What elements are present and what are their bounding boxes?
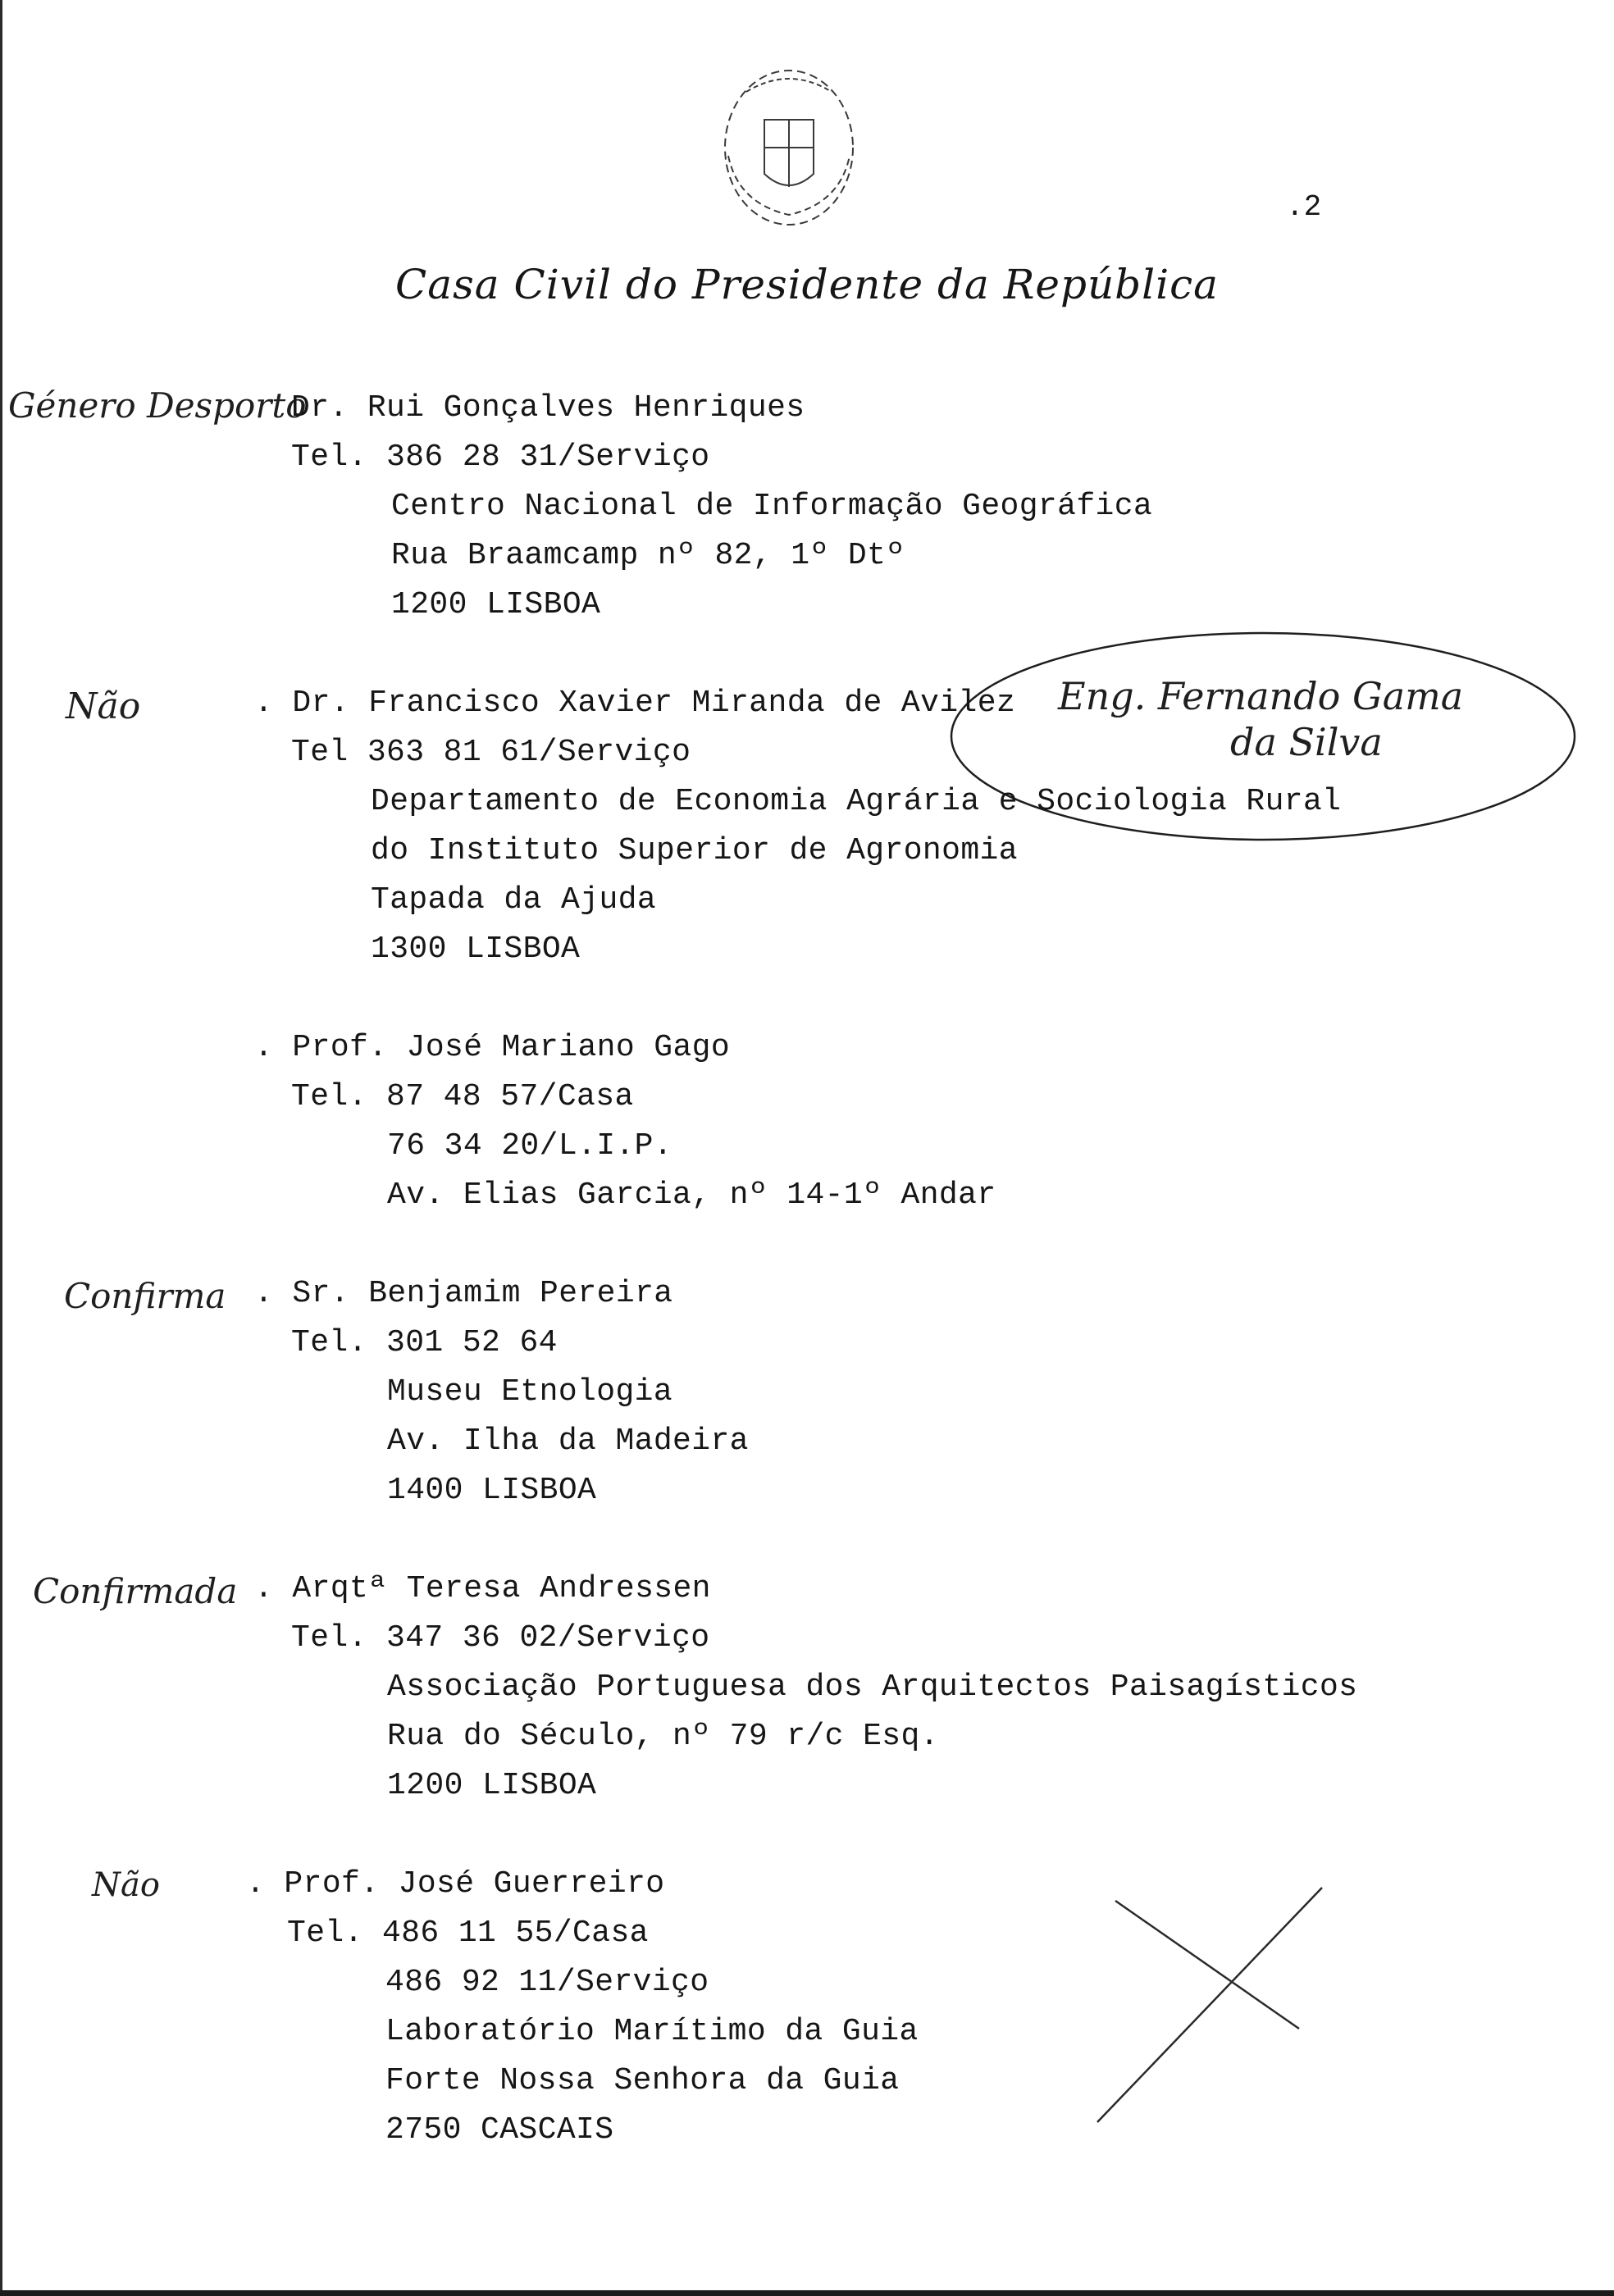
contact-address-line: Centro Nacional de Informação Geográfica <box>391 489 1153 524</box>
page-number: .2 <box>1286 190 1322 224</box>
annotation-nao: Não <box>92 1866 160 1904</box>
contact-name: Dr. Rui Gonçalves Henriques <box>291 390 805 426</box>
coat-of-arms-emblem <box>725 71 853 225</box>
contact-phone: Tel. 87 48 57/Casa <box>291 1079 634 1114</box>
contact-address-line: Museu Etnologia <box>387 1374 673 1410</box>
contact-address-line: 76 34 20/L.I.P. <box>387 1128 673 1164</box>
contact-address-line: 1400 LISBOA <box>387 1473 597 1508</box>
contact-address-line: Av. Elias Garcia, nº 14-1º Andar <box>387 1178 996 1213</box>
contact-name: . Dr. Francisco Xavier Miranda de Avilez <box>254 686 1016 721</box>
contact-address-line: Av. Ilha da Madeira <box>387 1424 749 1459</box>
contact-phone: Tel. 301 52 64 <box>291 1325 558 1360</box>
contact-name: . Arqtª Teresa Andressen <box>254 1571 711 1606</box>
contact-address-line: Rua do Século, nº 79 r/c Esq. <box>387 1719 939 1754</box>
contact-address-line: Laboratório Marítimo da Guia <box>385 2014 919 2049</box>
contact-address-line: do Instituto Superior de Agronomia <box>371 833 1018 868</box>
annotation-genero-desporto: Género Desporto <box>8 385 307 426</box>
contact-address-line: Tapada da Ajuda <box>371 882 657 918</box>
contact-phone: Tel 363 81 61/Serviço <box>291 735 691 770</box>
contact-address-line: Departamento de Economia Agrária e Sociologia Rural <box>371 784 1342 819</box>
annotation-confirma: Confirma <box>64 1276 226 1316</box>
contact-phone: Tel. 347 36 02/Serviço <box>291 1620 710 1656</box>
contact-name: . Prof. José Mariano Gago <box>254 1030 731 1065</box>
contact-name: . Sr. Benjamim Pereira <box>254 1276 673 1311</box>
contact-address-line: Associação Portuguesa dos Arquitectos Paisagísticos <box>387 1670 1358 1705</box>
letterhead: Casa Civil do Presidente da República <box>395 261 1219 308</box>
handwritten-note-surname: da Silva <box>1230 720 1383 764</box>
scan-bottom-edge <box>0 2290 1614 2296</box>
contact-address-line: 1300 LISBOA <box>371 932 581 967</box>
contact-address-line: 2750 CASCAIS <box>385 2112 614 2148</box>
contact-address-line: 1200 LISBOA <box>391 587 601 622</box>
contact-address-line: Rua Braamcamp nº 82, 1º Dtº <box>391 538 905 573</box>
cross-out-mark <box>1097 1888 1322 2122</box>
contact-address-line: 486 92 11/Serviço <box>385 1965 709 2000</box>
contact-name: . Prof. José Guerreiro <box>246 1866 665 1902</box>
contact-address-line: Forte Nossa Senhora da Guia <box>385 2063 900 2098</box>
annotation-confirmada: Confirmada <box>33 1571 238 1611</box>
contact-address-line: 1200 LISBOA <box>387 1768 597 1803</box>
annotation-nao: Não <box>66 686 141 727</box>
contact-phone: Tel. 486 11 55/Casa <box>287 1916 649 1951</box>
handwritten-note-name: Eng. Fernando Gama <box>1058 674 1464 718</box>
contact-phone: Tel. 386 28 31/Serviço <box>291 440 710 475</box>
